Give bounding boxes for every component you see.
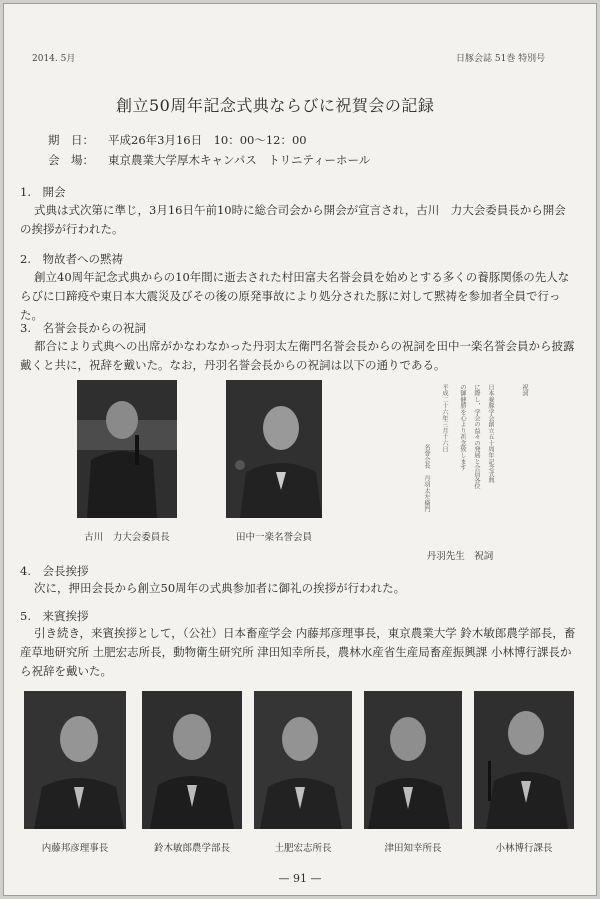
- photo-furukawa: [77, 380, 177, 518]
- section-1-heading: 1. 開会: [20, 185, 66, 199]
- photo-naito: [24, 691, 126, 829]
- photo-kobayashi-caption: 小林博行課長: [495, 843, 553, 854]
- photo-suzuki: [142, 691, 242, 829]
- letter-col-5: 平成二十六年三月十六日: [441, 384, 448, 453]
- photo-suzuki-caption: 鈴木敏郎農学部長: [153, 843, 230, 854]
- photo-tsuda: [364, 691, 462, 829]
- date-label: 期 日：: [48, 133, 94, 147]
- venue-value: 東京農業大学厚木キャンパス トリニティーホール: [108, 153, 371, 167]
- letter-caption: 丹羽先生 祝詞: [426, 551, 494, 562]
- letter-col-6: 名誉会長 丹羽太左衛門: [423, 444, 430, 513]
- section-3-heading: 3. 名誉会長からの祝詞: [20, 321, 146, 335]
- photo-dohi: [254, 691, 352, 829]
- page-title: 創立50周年記念式典ならびに祝賀会の記録: [116, 96, 435, 115]
- section-1-body: 式典は式次第に準じ，3月16日午前10時に総合司会から開会が宣言され，古川 力大会委員長から開会の挨拶が行われた。: [20, 203, 566, 236]
- page-number: — 91 —: [278, 872, 322, 885]
- section-5-heading: 5. 来賓挨拶: [20, 609, 89, 623]
- photo-tanaka: [226, 380, 322, 518]
- section-3-body: 都合により式典への出席がかなわなかった丹羽太左衛門名誉会長からの祝詞を田中一楽名誉会員から披露戴くと共に，祝辞を戴いた。なお，丹羽名誉会長からの祝詞は以下の通りである。: [20, 339, 575, 372]
- letter-col-4: の御健勝を心より祈念致します: [459, 384, 466, 471]
- photo-tanaka-caption: 田中一楽名誉会員: [235, 532, 312, 543]
- photo-dohi-caption: 土肥宏志所長: [274, 843, 332, 854]
- header-date: 2014. 5月: [32, 54, 76, 64]
- photo-naito-caption: 内藤邦彦理事長: [41, 843, 109, 854]
- section-5-body: 引き続き，来賓挨拶として，（公社）日本畜産学会 内藤邦彦理事長，東京農業大学 鈴木敏郎農学部長，畜産草地研究所 土肥宏志所長，動物衛生研究所 津田知幸所長，農林水産省生産局畜産振興課 小林博行課長から祝辞を戴いた。: [20, 626, 576, 678]
- photo-furukawa-caption: 古川 力大会委員長: [84, 532, 170, 543]
- photo-tsuda-caption: 津田知幸所長: [384, 843, 442, 854]
- header-journal: 日豚会誌 51巻 特別号: [456, 54, 546, 64]
- section-4-heading: 4. 会長挨拶: [20, 564, 89, 578]
- venue-label: 会 場：: [48, 153, 94, 167]
- section-4-body: 次に，押田会長から創立50周年の式典参加者に御礼の挨拶が行われた。: [34, 581, 406, 595]
- photo-kobayashi: [474, 691, 574, 829]
- congratulatory-letter: [402, 384, 532, 534]
- section-2-body: 創立40周年記念式典からの10年間に逝去された村田富夫名誉会員を始めとする多くの養豚関係の先人ならびに口蹄疫や東日本大震災及びその後の原発事故により処分された豚に対して黙祷を参加者全員で行った。: [20, 270, 570, 322]
- section-2-heading: 2. 物故者への黙祷: [20, 252, 123, 266]
- document-page: [3, 3, 597, 896]
- letter-col-2: 日本養豚学会創立五十周年記念式典: [487, 384, 494, 484]
- date-value: 平成26年3月16日 10：00～12：00: [108, 133, 307, 147]
- letter-col-1: 祝詞: [521, 384, 528, 397]
- letter-col-3: に際し，学会の益々の発展と会員各位: [473, 384, 480, 490]
